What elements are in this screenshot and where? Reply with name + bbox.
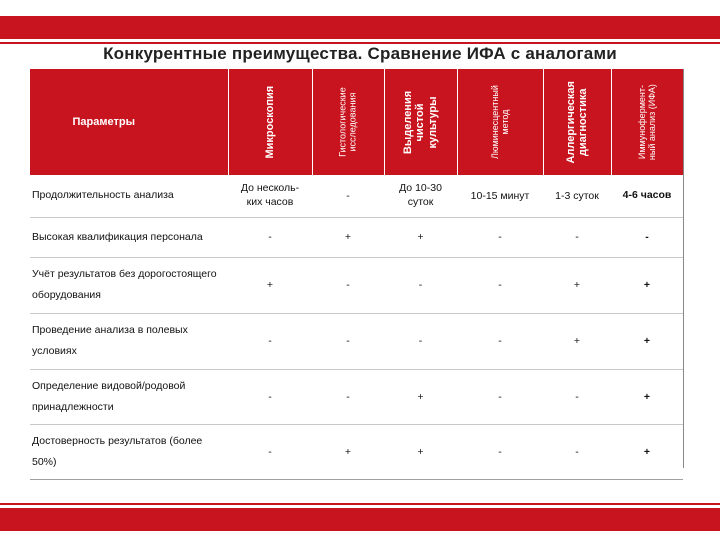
table-cell: До 10-30 суток xyxy=(384,175,457,217)
table-cell: - xyxy=(457,424,543,479)
page-title: Конкурентные преимущества. Сравнение ИФА с аналогами xyxy=(103,44,617,63)
parameter-name: Проведение анализа в полевых условиях xyxy=(30,313,228,369)
table-row xyxy=(30,424,683,479)
table-cell: + xyxy=(384,369,457,424)
table-cell: До несколь- ких часов xyxy=(228,175,312,217)
table-cell: - xyxy=(543,424,611,479)
column-header-line: Микроскопия xyxy=(263,85,276,159)
table-cell: - xyxy=(228,424,312,479)
column-header xyxy=(543,69,611,175)
bottom-red-band xyxy=(0,508,720,531)
table-cell: - xyxy=(384,313,457,369)
column-header-line: метод xyxy=(500,109,510,135)
parameter-name: Продолжительность анализа xyxy=(30,175,228,217)
table-cell: - xyxy=(457,257,543,313)
table-cell: + xyxy=(543,313,611,369)
table-cell: + xyxy=(611,257,683,313)
column-header xyxy=(312,69,384,175)
column-header-line: Выделения xyxy=(402,90,415,154)
table-cell: + xyxy=(384,424,457,479)
table-row xyxy=(30,257,683,313)
column-header xyxy=(384,69,457,175)
table-cell: - xyxy=(543,369,611,424)
column-header-line: Гистологические xyxy=(337,87,348,157)
table-row xyxy=(30,369,683,424)
column-header-line: Люминесцентный xyxy=(489,85,500,159)
header-row xyxy=(30,69,683,175)
parameter-name: Достоверность результатов (более 50%) xyxy=(30,424,228,479)
parameter-name: Определение видовой/родовой принадлежности xyxy=(30,369,228,424)
table-cell: 4-6 часов xyxy=(611,175,683,217)
table-cell: + xyxy=(384,217,457,257)
table-cell: + xyxy=(611,424,683,479)
column-header-line: чистой xyxy=(414,103,427,142)
table-cell: - xyxy=(312,313,384,369)
table-cell: - xyxy=(457,217,543,257)
table-cell: + xyxy=(611,313,683,369)
column-header-line: Аллергическая xyxy=(564,80,577,164)
column-header-line: диагностика xyxy=(577,88,590,156)
table-cell: + xyxy=(543,257,611,313)
param-header: Параметры xyxy=(30,69,228,175)
table-cell: - xyxy=(611,217,683,257)
table-cell: + xyxy=(312,424,384,479)
parameter-name: Учёт результатов без дорогостоящего оборудования xyxy=(30,257,228,313)
table-cell: + xyxy=(228,257,312,313)
column-header-line: культуры xyxy=(426,95,439,149)
table-cell: - xyxy=(543,217,611,257)
comparison-table xyxy=(30,69,683,480)
top-red-band xyxy=(0,16,720,39)
table-row xyxy=(30,313,683,369)
column-header-line: ный анализ (ИФА) xyxy=(647,84,658,160)
table-cell: - xyxy=(457,369,543,424)
column-header-line: Иммунофермент- xyxy=(637,84,648,160)
table-row xyxy=(30,175,683,217)
table-cell: - xyxy=(312,175,384,217)
column-header xyxy=(611,69,683,175)
table-cell: - xyxy=(457,313,543,369)
table-cell: - xyxy=(384,257,457,313)
table-cell: - xyxy=(228,313,312,369)
column-header xyxy=(228,69,312,175)
column-header xyxy=(457,69,543,175)
table-cell: + xyxy=(611,369,683,424)
table-cell: + xyxy=(312,217,384,257)
table-right-border xyxy=(683,69,684,468)
table-cell: - xyxy=(228,369,312,424)
column-header-line: исследования xyxy=(348,92,358,152)
bottom-red-line xyxy=(0,503,720,505)
table-cell: - xyxy=(312,369,384,424)
table-row xyxy=(30,217,683,257)
table-cell: 1-3 суток xyxy=(543,175,611,217)
table-cell: - xyxy=(228,217,312,257)
table-cell: - xyxy=(312,257,384,313)
table-cell: 10-15 минут xyxy=(457,175,543,217)
parameter-name: Высокая квалификация персонала xyxy=(30,217,228,257)
